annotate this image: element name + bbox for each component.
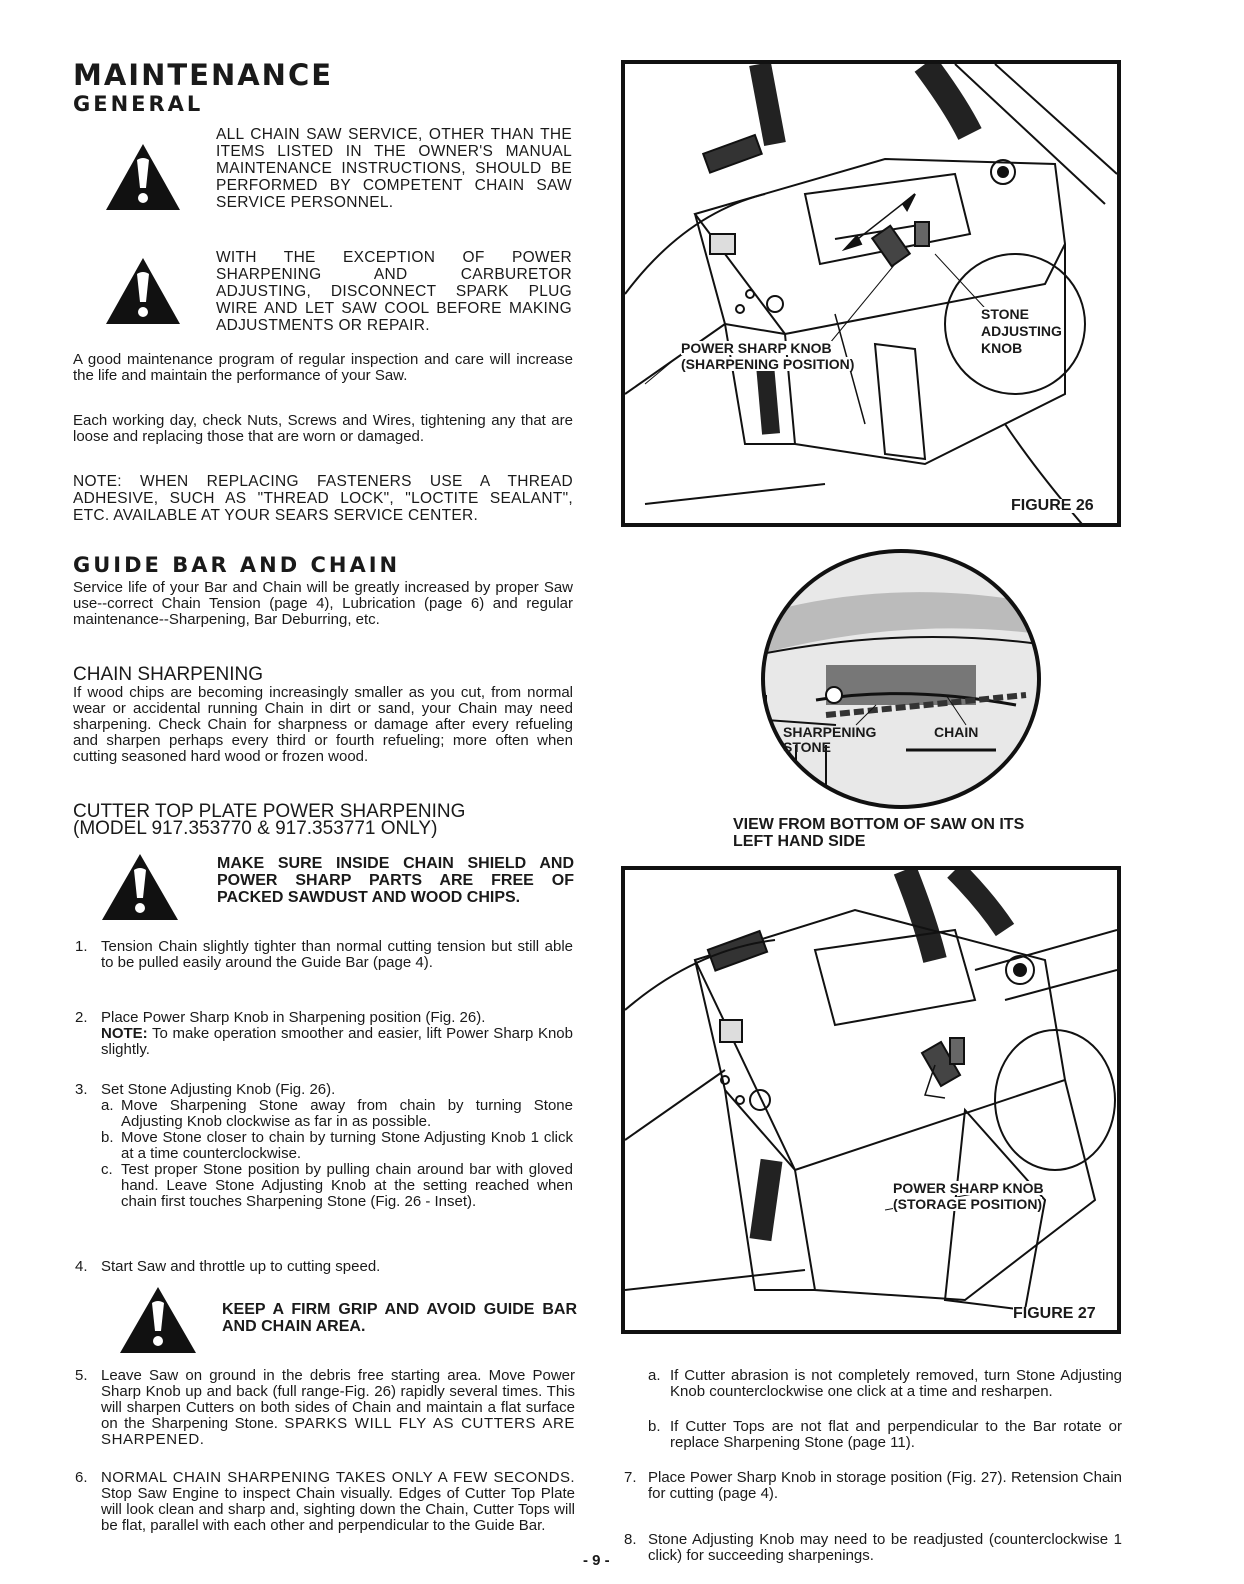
step-7 [624,1470,1122,1502]
step-5-main: Leave Saw on ground in the debris free starting area. Move Power Sharp Knob up and back (full range-Fig. 26) rapidly several times. This will sharpen Cutters on both sides of Chain and maintain a flat surface on the Sharpening Stone. [101,1367,575,1432]
step-text: Place Power Sharp Knob in storage position (Fig. 27). Retension Chain for cutting (page 4). [648,1469,1122,1502]
step-5 [75,1368,575,1448]
sub-text: If Cutter abrasion is not completely removed, turn Stone Adjusting Knob counterclockwise one click at a time and resharpen. [670,1367,1122,1400]
fastener-note: NOTE: WHEN REPLACING FASTENERS USE A THREAD ADHESIVE, SUCH AS "THREAD LOCK", "LOCTITE SEALANT", ETC. AVAILABLE AT YOUR SEARS SERVICE CENTER. [73,473,573,524]
step-6 [75,1470,575,1534]
label-stone: STONE [981,306,1029,322]
step-text [101,1368,575,1448]
label-sharpening-position: (SHARPENING POSITION) [681,356,855,372]
sub-letter: a. [648,1367,661,1384]
step-number: 7. [624,1469,637,1486]
step-2-note: To make operation smoother and easier, lift Power Sharp Knob slightly. [101,1025,573,1058]
step-1 [75,939,573,971]
label-power-sharp-knob-storage: POWER SHARP KNOB [893,1180,1044,1196]
inset-caption-line1: VIEW FROM BOTTOM OF SAW ON ITS [733,816,1025,833]
sub-text: Move Sharpening Stone away from chain by turning Stone Adjusting Knob clockwise as far in as possible. [121,1097,573,1130]
warning-icon [100,852,180,922]
warning-disconnect-text: WITH THE EXCEPTION OF POWER SHARPENING AND CARBURETOR ADJUSTING, DISCONNECT SPARK PLUG WIRE AND LET SAW COOL BEFORE MAKING ADJUSTMENTS OR REPAIR. [216,249,572,334]
step-6-main: Stop Saw Engine to inspect Chain visually. Edges of Cutter Top Plate will look clean and sharp and, sighting down the Chain, Cutter Tops will be flat, parallel with each other and perpendicular to the Guide Bar. [101,1485,575,1534]
section-heading-power-sharpening: CUTTER TOP PLATE POWER SHARPENING [73,801,466,822]
page-number: - 9 - [583,1552,610,1569]
sub-text: Test proper Stone position by pulling chain around bar with gloved hand. Leave Stone Adjusting Knob at the setting reached when chain first touches Sharpening Stone (Fig. 26 - Inset). [121,1161,573,1210]
step-text [101,1082,573,1210]
step-number: 6. [75,1469,88,1486]
saw-illustration-sharpening [625,64,1117,523]
figure-27 [621,866,1121,1334]
sub-item-a [648,1368,1122,1400]
step-number: 5. [75,1367,88,1384]
label-storage-position: (STORAGE POSITION) [893,1196,1043,1212]
section-heading-model: (MODEL 917.353770 & 917.353771 ONLY) [73,818,438,839]
step-number: 3. [75,1081,88,1098]
guide-bar-paragraph: Service life of your Bar and Chain will be greatly increased by proper Saw use--correct Chain Tension (page 4), Lubrication (page 6) and regular maintenance--Sharpening, Bar Deburring, etc. [73,579,573,628]
sub-letter: a. [101,1097,114,1114]
warning-icon [118,1285,198,1355]
daily-check-paragraph: Each working day, check Nuts, Screws and Wires, tightening any that are loose and replacing those that are worn or damaged. [73,412,573,445]
page-title: MAINTENANCE [73,58,334,92]
chain-sharpening-paragraph: If wood chips are becoming increasingly smaller as you cut, from normal wear or accidental running Chain in dirt or sand, your Chain may need sharpening. Check Chain for sharpness or damage after every refueling and sharpen perhaps every third or fourth refueling; more often when cutting seasoned hard wood or frozen wood. [73,684,573,765]
step-text: Tension Chain slightly tighter than normal cutting tension but still able to be pulled easily around the Guide Bar (page 4). [101,938,573,971]
step-8 [624,1532,1122,1564]
warning-shield-text: MAKE SURE INSIDE CHAIN SHIELD AND POWER SHARP PARTS ARE FREE OF PACKED SAWDUST AND WOOD CHIPS. [217,855,574,906]
figure-26 [621,60,1121,527]
warning-icon [104,256,182,326]
step-text: Stone Adjusting Knob may need to be readjusted (counterclockwise 1 click) for succeeding sharpenings. [648,1531,1122,1564]
step-2 [75,1010,573,1058]
label-adjusting: ADJUSTING [981,323,1062,339]
sub-text: Move Stone closer to chain by turning Stone Adjusting Knob 1 click at a time counterclockwise. [121,1129,573,1162]
warning-icon [104,142,182,212]
inset-caption-line2: LEFT HAND SIDE [733,833,866,850]
inset-label-stone: STONE [783,739,831,755]
inset-label-chain: CHAIN [934,724,979,740]
label-power-sharp-knob: POWER SHARP KNOB [681,340,832,356]
maintenance-intro-paragraph: A good maintenance program of regular inspection and care will increase the life and maintain the performance of your Saw. [73,351,573,384]
figure-27-label: FIGURE 27 [1013,1305,1096,1322]
sub-item-b [648,1419,1122,1451]
sub-letter: c. [101,1161,113,1178]
step-number: 8. [624,1531,637,1548]
inset-magnifier [756,545,1046,813]
step-6-caps: NORMAL CHAIN SHARPENING TAKES ONLY A FEW SECONDS. [101,1469,575,1486]
inset-label-sharpening: SHARPENING [783,724,877,740]
step-text [101,1470,575,1534]
step-3a [101,1098,573,1130]
step-3 [75,1082,573,1210]
section-heading-general: GENERAL [73,92,204,116]
step-5-caps: SPARKS WILL FLY AS CUTTERS ARE SHARPENED. [101,1415,575,1448]
sub-letter: b. [648,1418,661,1435]
section-heading-chain-sharpening: CHAIN SHARPENING [73,664,264,685]
step-number: 4. [75,1258,88,1275]
step-3-main: Set Stone Adjusting Knob (Fig. 26). [101,1081,336,1098]
step-text [101,1010,573,1058]
saw-illustration-storage [625,870,1117,1330]
step-3b [101,1130,573,1162]
sub-letter: b. [101,1129,114,1146]
figure-26-label: FIGURE 26 [1011,497,1094,514]
note-label: NOTE: [101,1025,148,1042]
label-knob: KNOB [981,340,1023,356]
step-text: Start Saw and throttle up to cutting speed. [101,1258,381,1275]
warning-service-text: ALL CHAIN SAW SERVICE, OTHER THAN THE ITEMS LISTED IN THE OWNER'S MANUAL MAINTENANCE INSTRUCTIONS, SHOULD BE PERFORMED BY COMPETENT CHAIN SAW SERVICE PERSONNEL. [216,126,572,211]
step-number: 1. [75,938,88,955]
warning-grip-text: KEEP A FIRM GRIP AND AVOID GUIDE BAR AND CHAIN AREA. [222,1301,577,1335]
step-3c [101,1162,573,1210]
step-2-main: Place Power Sharp Knob in Sharpening position (Fig. 26). [101,1009,486,1026]
step-number: 2. [75,1009,88,1026]
step-4 [75,1259,573,1275]
section-heading-guide-bar: GUIDE BAR AND CHAIN [73,553,401,577]
sub-text: If Cutter Tops are not flat and perpendicular to the Bar rotate or replace Sharpening Stone (page 11). [670,1418,1122,1451]
